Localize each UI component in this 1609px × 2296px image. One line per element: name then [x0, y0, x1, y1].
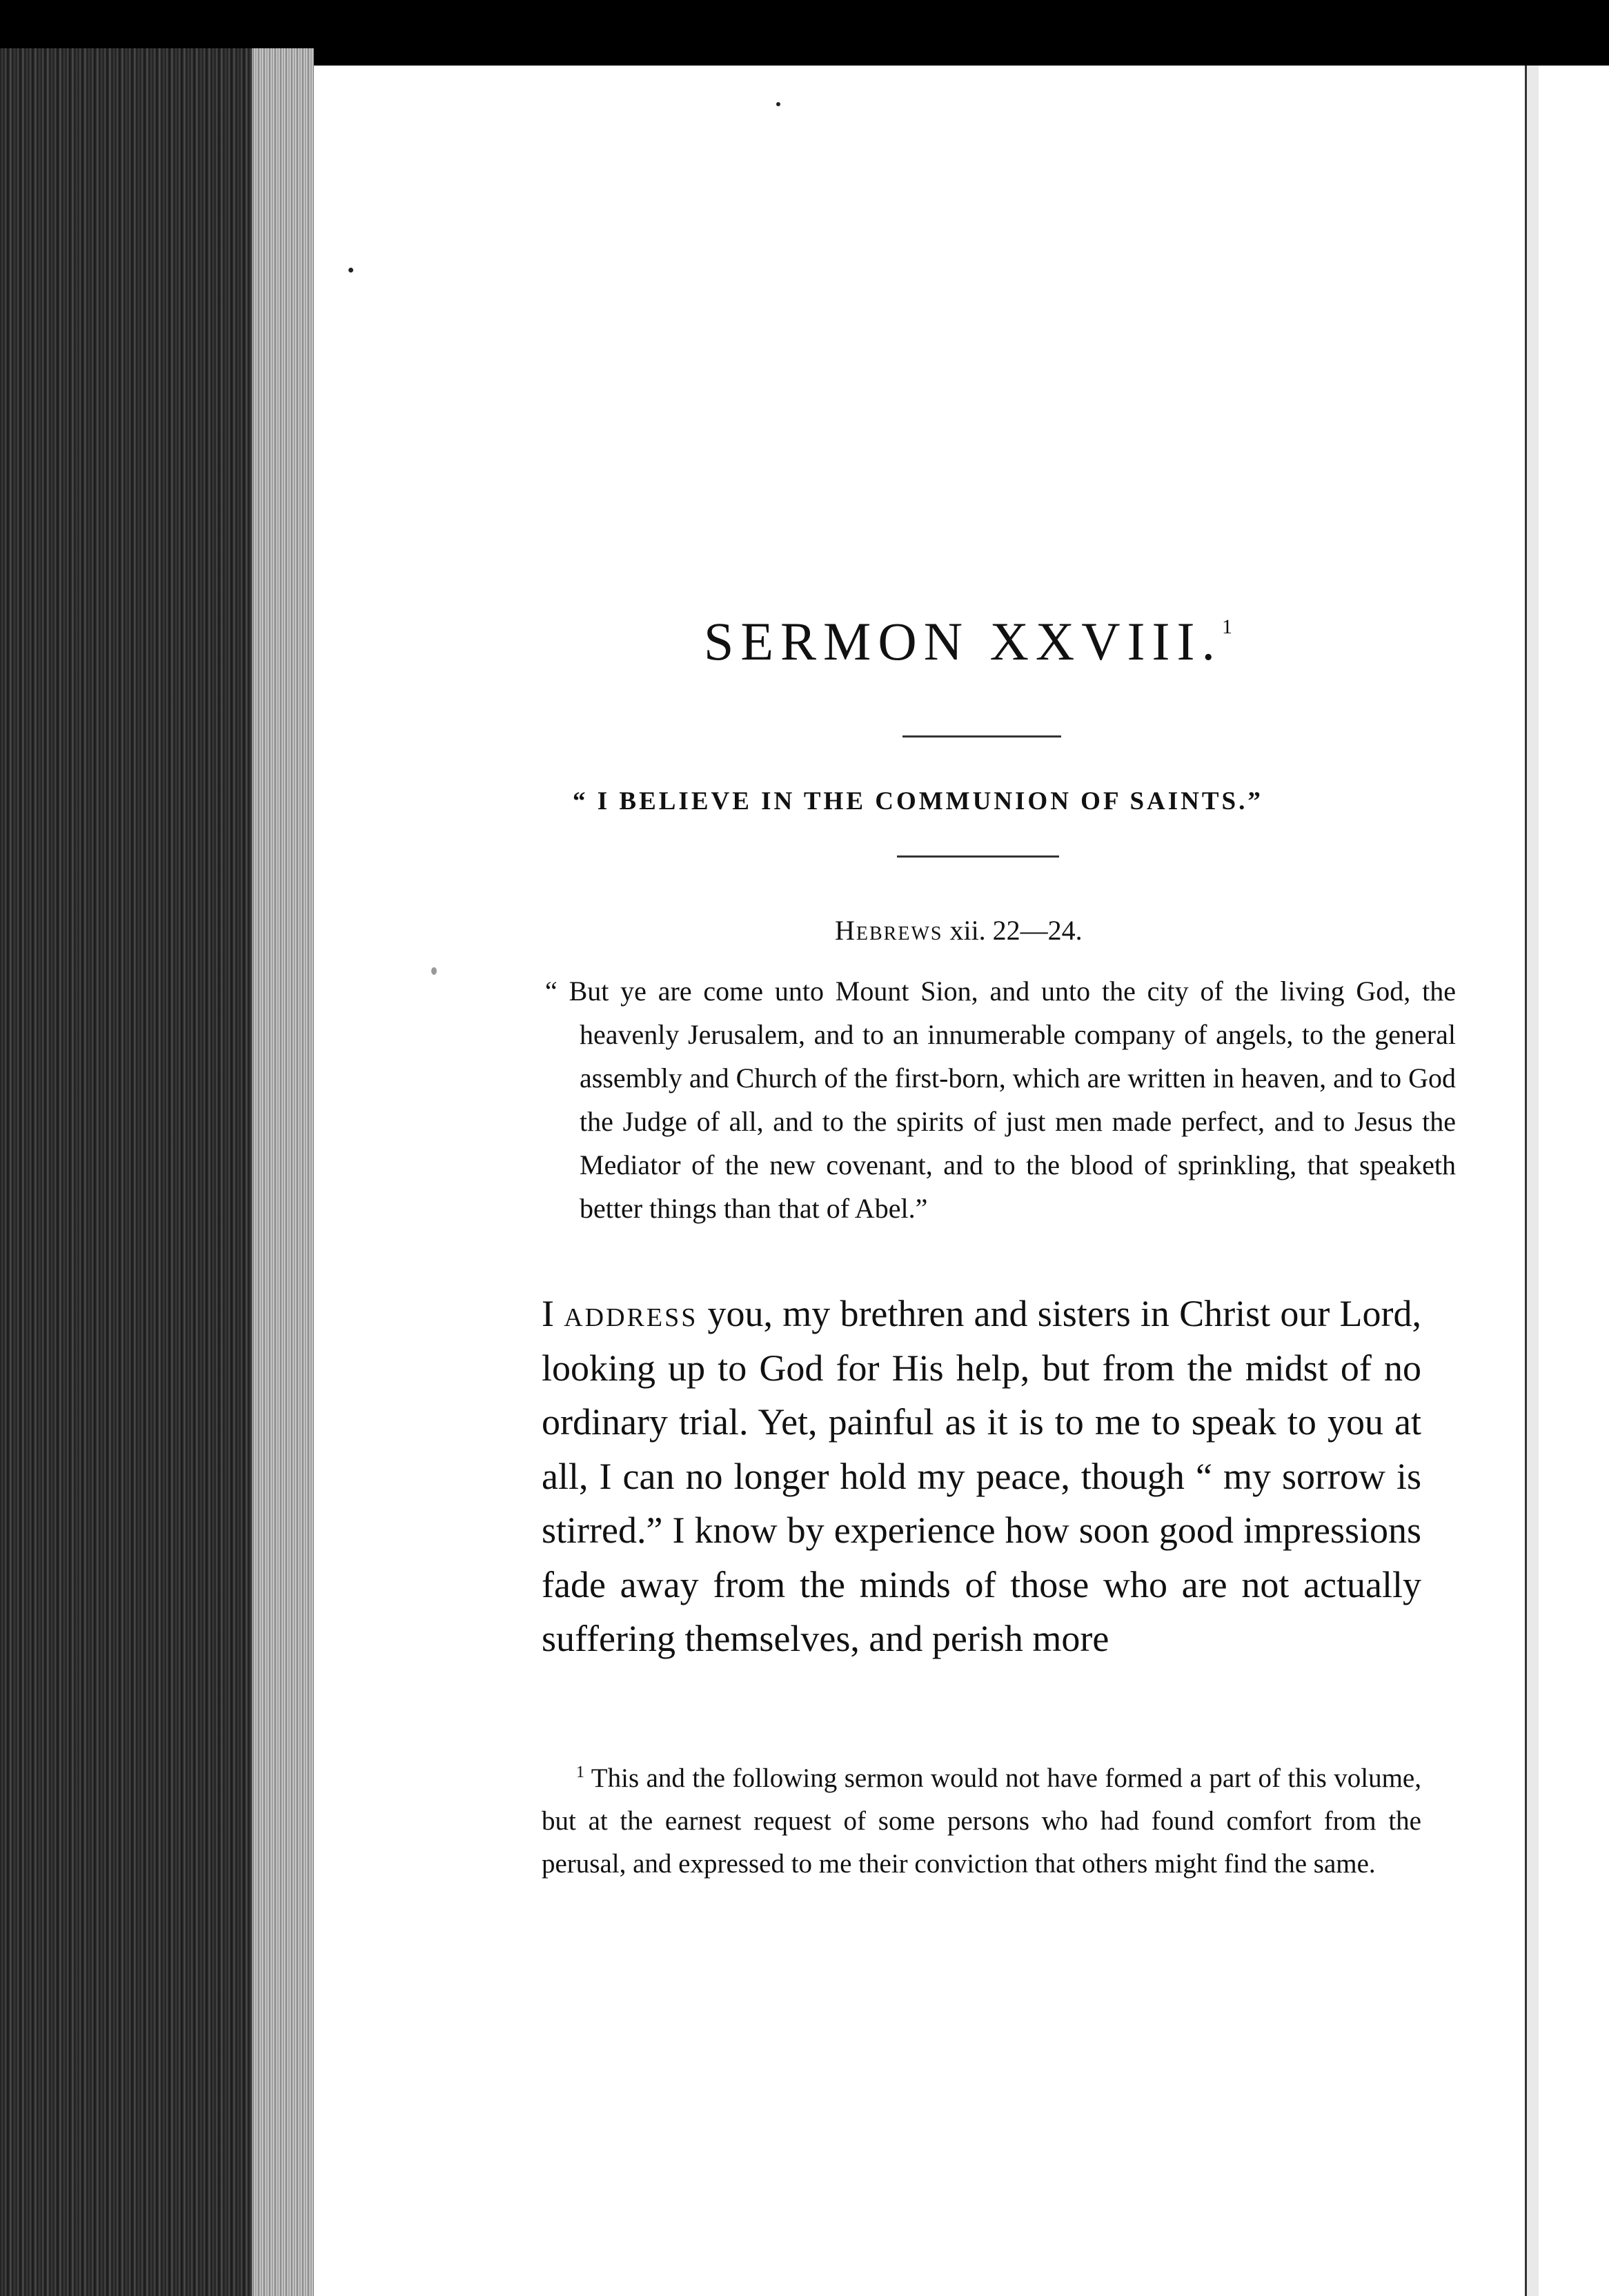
footnote [542, 1751, 1421, 1886]
footnote-text: This and the following sermon would not have formed a part of this volume, but at the earnest request of some persons who had found comfort from the perusal, and expressed to me their conviction that others might find the same. [542, 1763, 1421, 1879]
scripture-passage: “ But ye are come unto Mount Sion, and unto the city of the living God, the heavenly Jerusalem, and to an innumerable company of angels, to the general assembly and Church of the first-born, which are written in heaven, and to God the Judge of all, and to the spirits of just men made perfect, and to Jesus the Mediator of the new covenant, and to the blood of sprinkling, that speaketh better things than that of Abel.” [545, 976, 1456, 1224]
sermon-body [542, 1287, 1421, 1666]
footnote-marker: 1 [576, 1763, 584, 1781]
opening-word: address [564, 1293, 698, 1334]
book-page-edges [0, 48, 314, 2296]
divider-bottom [897, 855, 1059, 858]
reference-chapter: xii. 22—24. [949, 915, 1083, 946]
opening-initial: I [542, 1293, 554, 1334]
title-footnote-marker: 1 [1221, 615, 1232, 638]
ink-speck [348, 268, 353, 273]
scripture-reference [835, 914, 1083, 947]
divider-top [902, 735, 1061, 738]
ink-speck [431, 967, 437, 975]
body-paragraph: you, my brethren and sisters in Christ our Lord, looking up to God for His help, but from the midst of no ordinary trial. Yet, painful as it is to me to speak to you at all, I can no longer hold my peace, though “ my sorrow is stirred.” I know by experience how soon good impressions fade away from the minds of those who are not actually suffering themselves, and perish more [542, 1293, 1421, 1659]
sermon-title [704, 611, 1232, 673]
ink-speck [776, 102, 780, 106]
reference-book: Hebrews [835, 915, 943, 946]
sermon-title-text: SERMON XXVIII. [704, 611, 1222, 671]
creed-quote: “ I BELIEVE IN THE COMMUNION OF SAINTS.” [573, 787, 1263, 815]
facing-page-margin [1539, 66, 1609, 2296]
